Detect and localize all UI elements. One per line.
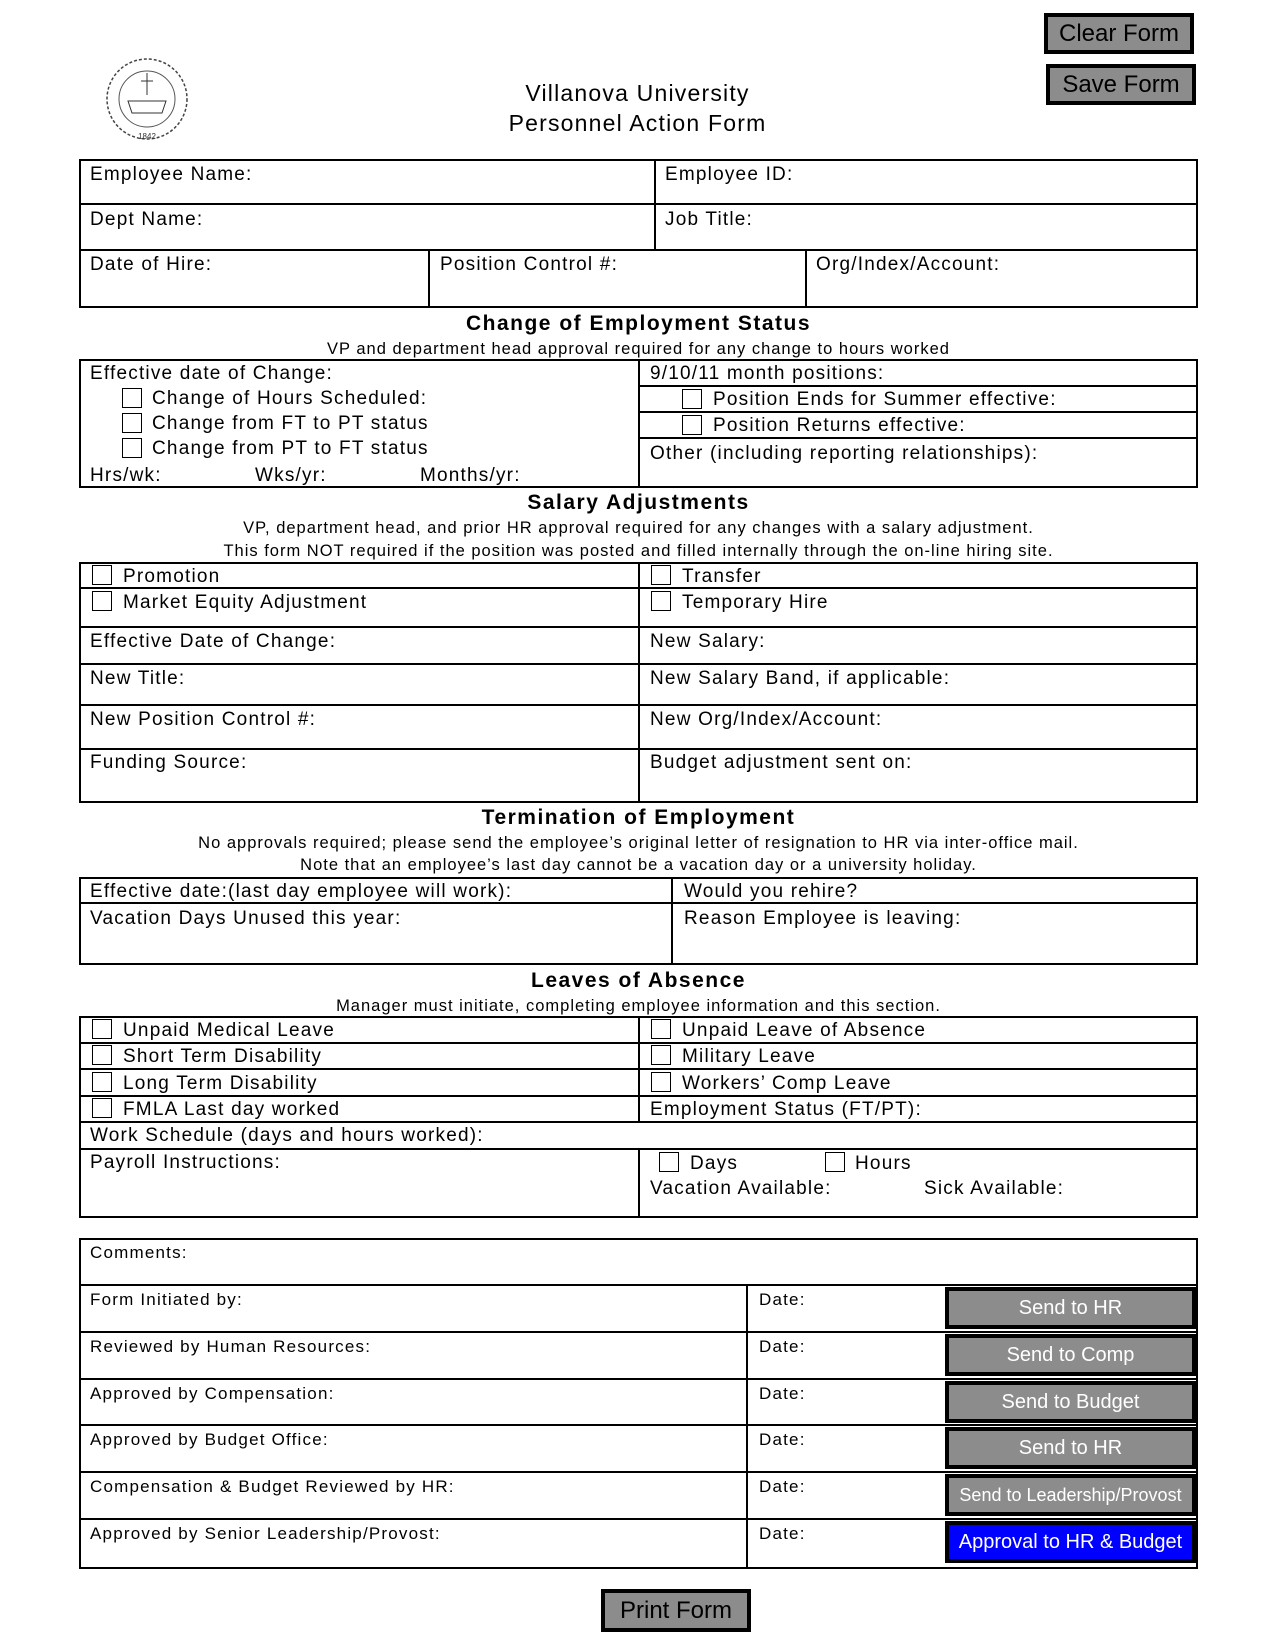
employment-status-field[interactable]: Employment Status (FT/PT): [650,1099,922,1120]
termination-note-2: Note that an employee’s last day cannot be a vacation day or a university holiday. [300,856,977,874]
hours-label: Hours [855,1153,912,1174]
position-returns-checkbox[interactable] [682,415,702,435]
workers-comp-label: Workers’ Comp Leave [682,1073,892,1094]
section-title-salary: Salary Adjustments [527,491,750,514]
months-yr-field[interactable]: Months/yr: [420,465,521,486]
payroll-instructions-field[interactable]: Payroll Instructions: [90,1152,281,1173]
section-title-termination: Termination of Employment [481,806,796,829]
fmla-checkbox[interactable] [92,1098,112,1118]
section-title-leaves: Leaves of Absence [531,969,746,992]
workflow-button[interactable]: Send to Budget [945,1381,1196,1423]
ft-to-pt-checkbox[interactable] [122,413,142,433]
promotion-label: Promotion [123,566,221,587]
approval-date-field[interactable]: Date: [759,1384,806,1403]
workflow-button[interactable]: Send to HR [945,1427,1196,1469]
form-title: Personnel Action Form [508,110,767,136]
ft-to-pt-label: Change from FT to PT status [152,413,429,434]
days-label: Days [690,1153,739,1174]
clear-form-button[interactable]: Clear Form [1044,13,1194,54]
other-field[interactable]: Other (including reporting relationships): [650,443,1039,464]
transfer-label: Transfer [682,566,762,587]
salary-effective-date-field[interactable]: Effective Date of Change: [90,631,337,652]
workflow-button[interactable]: Send to HR [945,1287,1196,1329]
hours-scheduled-checkbox[interactable] [122,388,142,408]
position-ends-checkbox[interactable] [682,389,702,409]
reason-leaving-field[interactable]: Reason Employee is leaving: [684,908,962,929]
university-name: Villanova University [525,80,750,106]
position-ends-field[interactable]: Position Ends for Summer effective: [713,389,1057,410]
sick-available-field[interactable]: Sick Available: [924,1178,1065,1199]
long-term-disability-checkbox[interactable] [92,1072,112,1092]
section-title-status: Change of Employment Status [465,312,812,335]
pt-to-ft-label: Change from PT to FT status [152,438,429,459]
approval-signature-field[interactable]: Approved by Senior Leadership/Provost: [90,1524,441,1543]
employee-id-field[interactable]: Employee ID: [665,164,794,185]
workflow-button[interactable]: Approval to HR & Budget [945,1521,1196,1563]
new-title-field[interactable]: New Title: [90,668,186,689]
unpaid-leave-label: Unpaid Leave of Absence [682,1020,927,1041]
vacation-available-field[interactable]: Vacation Available: [650,1178,832,1199]
approval-date-field[interactable]: Date: [759,1477,806,1496]
new-salary-field[interactable]: New Salary: [650,631,766,652]
unpaid-medical-checkbox[interactable] [92,1019,112,1039]
approval-signature-field[interactable]: Compensation & Budget Reviewed by HR: [90,1477,455,1496]
temporary-hire-checkbox[interactable] [651,591,671,611]
dept-name-field[interactable]: Dept Name: [90,209,204,230]
save-form-button[interactable]: Save Form [1046,64,1196,105]
wks-yr-field[interactable]: Wks/yr: [255,465,327,486]
salary-note-2: This form NOT required if the position was posted and filled internally through the on-line hiring site. [223,542,1054,560]
status-note: VP and department head approval required for any change to hours worked [327,340,950,358]
new-position-control-field[interactable]: New Position Control #: [90,709,317,730]
long-term-disability-label: Long Term Disability [123,1073,318,1094]
approval-signature-field[interactable]: Approved by Compensation: [90,1384,335,1403]
market-equity-label: Market Equity Adjustment [123,592,368,613]
job-title-field[interactable]: Job Title: [665,209,754,230]
rehire-field[interactable]: Would you rehire? [684,881,859,902]
termination-effective-date-field[interactable]: Effective date:(last day employee will work): [90,881,513,902]
short-term-disability-checkbox[interactable] [92,1045,112,1065]
hrs-wk-field[interactable]: Hrs/wk: [90,465,162,486]
position-returns-field[interactable]: Position Returns effective: [713,415,966,436]
hours-scheduled-label: Change of Hours Scheduled: [152,388,428,409]
work-schedule-field[interactable]: Work Schedule (days and hours worked): [90,1125,484,1146]
workflow-button[interactable]: Send to Comp [945,1334,1196,1376]
termination-note-1: No approvals required; please send the employee’s original letter of resignation to HR via inter-office mail. [198,834,1079,852]
fmla-field[interactable]: FMLA Last day worked [123,1099,341,1120]
comments-field[interactable]: Comments: [90,1243,188,1262]
org-index-account-field[interactable]: Org/Index/Account: [816,254,1001,275]
position-control-field[interactable]: Position Control #: [440,254,619,275]
workers-comp-checkbox[interactable] [651,1072,671,1092]
approval-date-field[interactable]: Date: [759,1524,806,1543]
approval-signature-field[interactable]: Form Initiated by: [90,1290,243,1309]
month-positions-label: 9/10/11 month positions: [650,363,885,384]
funding-source-field[interactable]: Funding Source: [90,752,248,773]
market-equity-checkbox[interactable] [92,591,112,611]
days-checkbox[interactable] [659,1152,679,1172]
approval-date-field[interactable]: Date: [759,1430,806,1449]
short-term-disability-label: Short Term Disability [123,1046,323,1067]
workflow-button[interactable]: Send to Leadership/Provost [945,1474,1196,1516]
approval-signature-field[interactable]: Reviewed by Human Resources: [90,1337,372,1356]
unpaid-leave-checkbox[interactable] [651,1019,671,1039]
temporary-hire-label: Temporary Hire [682,592,829,613]
budget-adjustment-field[interactable]: Budget adjustment sent on: [650,752,913,773]
unpaid-medical-label: Unpaid Medical Leave [123,1020,336,1041]
date-of-hire-field[interactable]: Date of Hire: [90,254,213,275]
print-form-button[interactable]: Print Form [601,1589,751,1632]
employee-name-field[interactable]: Employee Name: [90,164,253,185]
transfer-checkbox[interactable] [651,565,671,585]
hours-checkbox[interactable] [825,1152,845,1172]
approval-date-field[interactable]: Date: [759,1290,806,1309]
vacation-unused-field[interactable]: Vacation Days Unused this year: [90,908,402,929]
approval-signature-field[interactable]: Approved by Budget Office: [90,1430,329,1449]
leaves-note: Manager must initiate, completing employee information and this section. [336,997,941,1015]
new-salary-band-field[interactable]: New Salary Band, if applicable: [650,668,951,689]
effective-date-change-field[interactable]: Effective date of Change: [90,363,334,384]
military-leave-label: Military Leave [682,1046,817,1067]
promotion-checkbox[interactable] [92,565,112,585]
svg-text:1842: 1842 [138,132,156,141]
new-org-index-field[interactable]: New Org/Index/Account: [650,709,883,730]
military-leave-checkbox[interactable] [651,1045,671,1065]
salary-note-1: VP, department head, and prior HR approval required for any changes with a salary adjustment. [243,519,1034,537]
approval-date-field[interactable]: Date: [759,1337,806,1356]
pt-to-ft-checkbox[interactable] [122,438,142,458]
